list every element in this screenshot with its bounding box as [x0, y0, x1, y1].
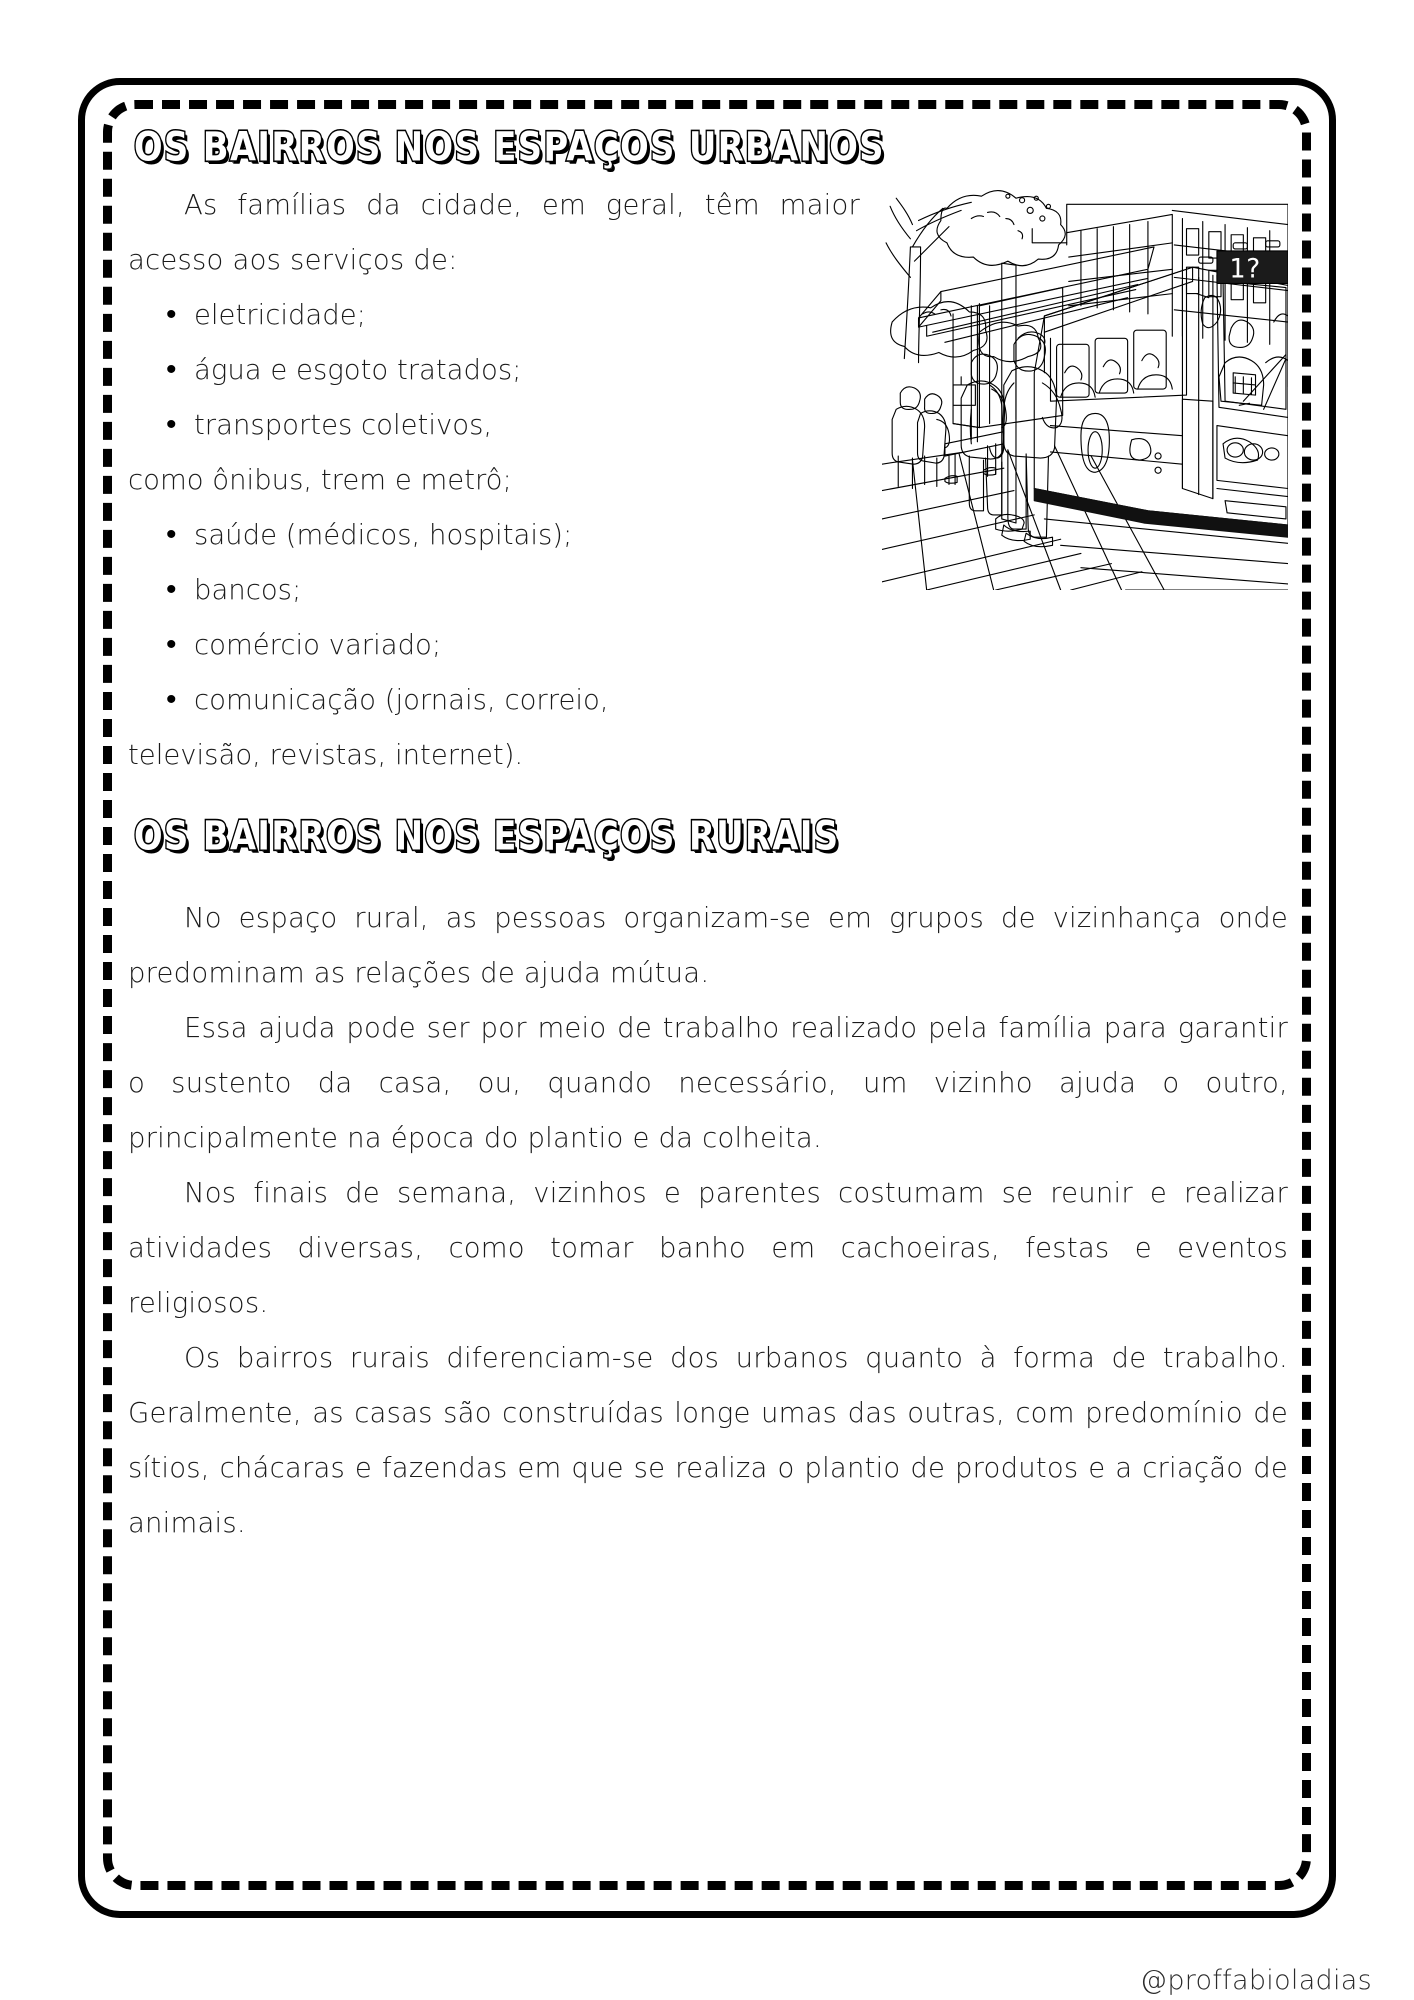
list-item: • saúde (médicos, hospitais);: [128, 508, 1288, 563]
author-watermark: @proffabioladias: [1140, 1965, 1372, 1996]
list-item: • comunicação (jornais, correio,: [128, 673, 1288, 728]
rurais-paragraph-4: Os bairros rurais diferenciam-se dos urbanos quanto à forma de trabalho. Geralmente, as casas são construídas longe umas das outras, com predomínio de sítios, chácaras e fazendas em que se realiza o plantio de produtos e a criação de animais.: [128, 1342, 1288, 1539]
list-item: • eletricidade;: [128, 288, 1288, 343]
rurais-paragraph-2: Essa ajuda pode ser por meio de trabalho realizado pela família para garantir o sustento da casa, ou, quando necessário, um vizinho ajuda o outro, principalmente na época do plantio e da colheita.: [128, 1012, 1288, 1154]
page-content: [128, 118, 1288, 1878]
rurais-paragraph-1: No espaço rural, as pessoas organizam-se em grupos de vizinhança onde predominam as relações de ajuda mútua.: [128, 902, 1288, 989]
list-item: • transportes coletivos,: [128, 398, 1288, 453]
list-item-continuation: televisão, revistas, internet).: [128, 739, 524, 771]
list-item-continuation: como ônibus, trem e metrô;: [128, 464, 512, 496]
svg-text:1?: 1?: [1229, 254, 1261, 285]
list-item: • bancos;: [128, 563, 1288, 618]
section-heading-rurais: [134, 811, 1288, 867]
urban-services-list: [128, 288, 1288, 783]
urbanos-intro-paragraph: As famílias da cidade, em geral, têm maior acesso aos serviços de:: [128, 189, 860, 276]
rurais-body: [128, 891, 1288, 1551]
list-item: • comércio variado;: [128, 618, 1288, 673]
heading-text-rurais: OS BAIRROS NOS ESPAÇOS RURAIS: [134, 811, 840, 860]
list-item: • água e esgoto tratados;: [128, 343, 1288, 398]
section-heading-urbanos: [134, 122, 1288, 178]
heading-text-urbanos: OS BAIRROS NOS ESPAÇOS URBANOS: [134, 122, 885, 171]
rurais-paragraph-3: Nos finais de semana, vizinhos e parentes costumam se reunir e realizar atividades diversas, como tomar banho em cachoeiras, festas e eventos religiosos.: [128, 1177, 1288, 1319]
urbanos-body: [128, 178, 1288, 783]
